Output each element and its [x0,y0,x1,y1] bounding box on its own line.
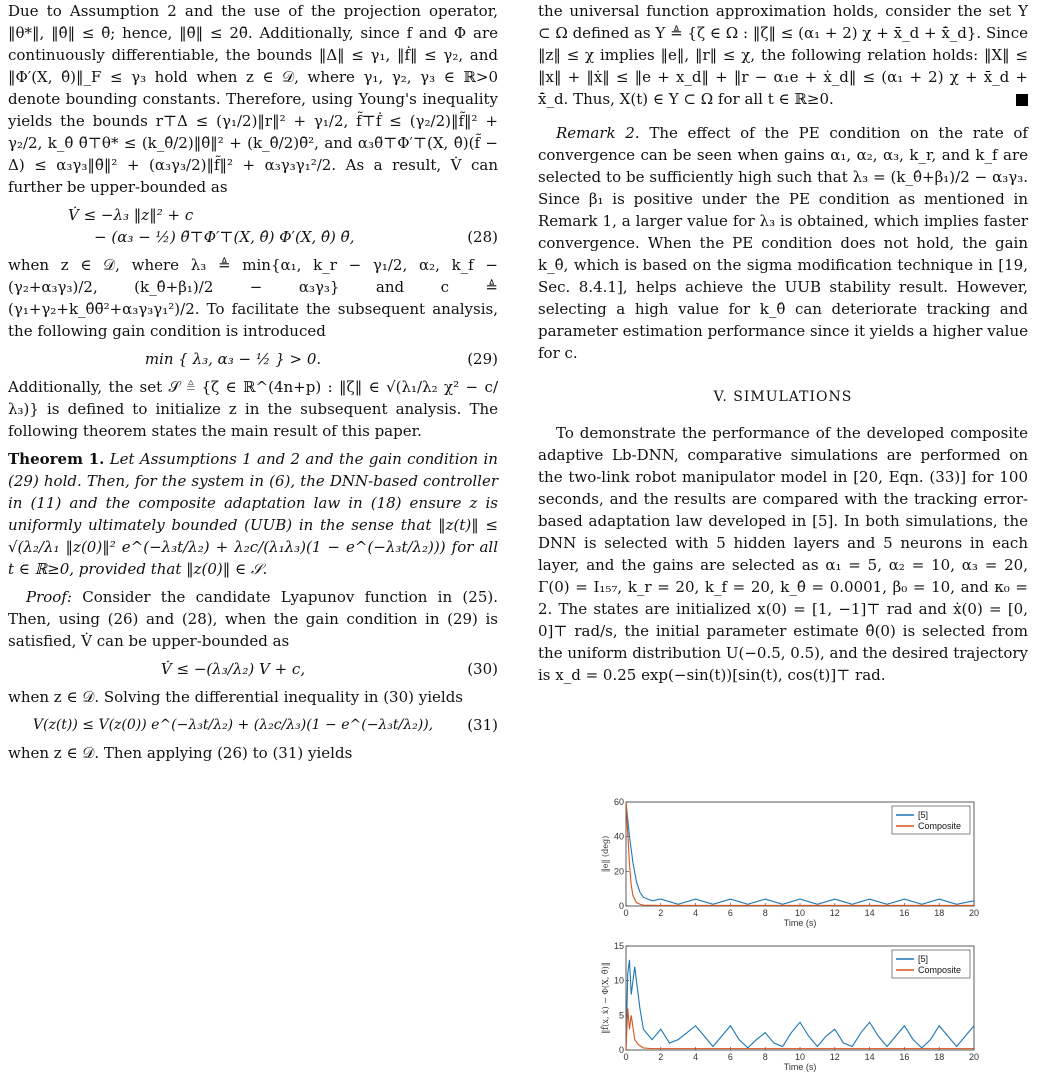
y-tick-label: 60 [613,797,624,807]
legend-label: [5] [918,810,929,820]
equation-31 [8,714,498,736]
equation-28 [8,204,498,248]
paragraph-text: the universal function approximation holds, consider the set Υ ⊂ Ω defined as Υ ≜ {ζ ∈ Ω : ‖ζ‖ ≤ (α₁ + 2) χ + x̄_d + x̄̇_d}. Since ‖z‖ ≤ χ implies ‖e‖, ‖r‖ ≤ χ, the following relation holds: ‖X‖ ≤ ‖x‖ + ‖ẋ‖ ≤ ‖e + x_d‖ + ‖r − α₁e + ẋ_d‖ ≤ (α₁ + 2) χ + x̄_d + x̄̇_d. Thus, X(t) ∈ Υ ⊂ Ω for all t ∈ ℝ≥0. [538,2,1028,108]
remark-text: The effect of the PE condition on the rate of convergence can be seen when gains α₁, α₂, α₃, k_r, and k_f are selected to be sufficiently high such that λ₃ = (k_θ̂+β₁)/2 − α₃γ₃. Since β₁ is positive under the PE condition as mentioned in Remark 1, a larger value for λ₃ is obtained, which implies faster convergence. When the PE condition does not hold, the gain k_θ̂, which is based on the sigma modification technique in [19, Sec. 8.4.1], helps achieve the UUB stability result. However, selecting a high value for k_θ̂ can deteriorate tracking and parameter estimation performance since it yields a higher value for c. [538,124,1028,362]
x-tick-label: 2 [658,908,664,918]
x-tick-label: 6 [727,908,733,918]
remark-label: Remark 2. [556,124,640,142]
equation-number: (30) [467,660,498,678]
y-tick-label: 20 [613,866,624,877]
paragraph: Due to Assumption 2 and the use of the projection operator, ‖θ*‖, ‖θ̂‖ ≤ θ̄; hence, ‖θ̃‖ ≤ 2θ̄. Additionally, since f and Φ are continuously differentiable, the bounds ‖Δ‖ ≤ γ₁, ‖ḟ‖ ≤ γ₂, and ‖Φ′(X, θ̂)‖_F ≤ γ₃ hold when z ∈ 𝒟, where γ₁, γ₂, γ₃ ∈ ℝ>0 denote bounding constants. Therefore, using Young's inequality yields the bounds r⊤Δ ≤ (γ₁/2)‖r‖² + γ₁/2, f̃⊤ḟ ≤ (γ₂/2)‖f̃‖² + γ₂/2, k_θ̂ θ̃⊤θ* ≤ (k_θ̂/2)‖θ̃‖² + (k_θ̂/2)θ̄², and α₃θ̃⊤Φ′⊤(X, θ̂)(f̃ − Δ) ≤ α₃γ₃‖θ̃‖² + (α₃γ₃/2)‖f̃‖² + α₃γ₃γ₁²/2. As a result, V̇ can further be upper-bounded as [8,2,498,196]
x-tick-label: 8 [762,908,768,918]
x-tick-label: 4 [693,1052,699,1062]
paragraph: To demonstrate the performance of the developed composite adaptive Lb-DNN, comparative simulations are performed on the two-link robot manipulator model in [20, Eqn. (33)] for 100 seconds, and the results are compared with the tracking error-based adaptation law developed in [5]. In both simulations, the DNN is selected with 5 hidden layers and 5 neurons in each layer, and the gains are selected as α₁ = 5, α₂ = 10, α₃ = 20, Γ(0) = I₁₅₇, k_r = 20, k_f = 20, k_θ̂ = 0.0001, β₀ = 10, and κ₀ = 2. The states are initialized x(0) = [1, −1]⊤ rad and ẋ(0) = [0, 0]⊤ rad/s, the initial parameter estimate θ̂(0) is selected from the uniform distribution U(−0.5, 0.5), and the desired trajectory is x_d = 0.25 exp(−sin(t))[sin(t), cos(t)]⊤ rad. [538,424,1029,684]
y-tick-label: 0 [618,901,624,911]
left-column [8,0,498,770]
paragraph: when z ∈ 𝒟, where λ₃ ≜ min{α₁, k_r − γ₁/2, α₂, k_f − (γ₂+α₃γ₃)/2, (k_θ̂+β₁)/2 − α₃γ₃} and c ≜ (γ₁+γ₂+k_θ̂θ̄²+α₃γ₃γ₁²)/2. To facilitate the subsequent analysis, the following gain condition is introduced [8,256,498,340]
equation-29 [8,348,498,370]
x-tick-label: 12 [829,1052,840,1062]
x-tick-label: 4 [693,908,699,918]
equation-number: (28) [467,228,498,246]
x-tick-label: 14 [864,908,875,918]
y-tick-label: 10 [613,975,624,986]
x-tick-label: 12 [829,908,840,918]
equation-number: (31) [467,716,498,734]
proof [8,586,498,652]
legend-label: Composite [918,821,962,831]
equation-number: (29) [467,350,498,368]
x-tick-label: 10 [794,908,806,918]
equation-body: min { λ₃, α₃ − ½ } > 0. [144,350,322,368]
qed-square-icon [1016,94,1028,106]
x-tick-label: 20 [968,1052,980,1062]
x-axis-label: Time (s) [783,1062,817,1072]
x-tick-label: 0 [623,908,629,918]
x-tick-label: 6 [727,1052,733,1062]
paragraph [538,0,1028,110]
y-tick-label: 15 [613,941,624,951]
x-tick-label: 0 [623,1052,629,1062]
y-axis-label: ‖f̂(x, ẋ) − Φ(X, θ̂)‖ [601,962,610,1034]
y-axis-label: ‖e‖ (deg) [601,835,610,873]
simulation-figure [600,796,984,1072]
x-tick-label: 20 [968,908,980,918]
x-axis-label: Time (s) [783,918,817,928]
section-heading: V. SIMULATIONS [713,389,853,405]
figure-svg [600,796,984,1072]
paragraph: when z ∈ 𝒟. Then applying (26) to (31) yields [8,744,353,762]
chart-panel-1 [601,797,979,928]
equation-line: V̇ ≤ −λ₃ ‖z‖² + c [68,206,194,224]
theorem-label: Theorem 1. [8,450,105,468]
x-tick-label: 14 [864,1052,875,1062]
equation-body: V(z(t)) ≤ V(z(0)) e^(−λ₃t/λ₂) + (λ₂c/λ₃)(1 − e^(−λ₃t/λ₂)), [32,717,434,733]
y-tick-label: 0 [618,1045,624,1055]
theorem-1 [8,448,498,580]
theorem-text: Let Assumptions 1 and 2 and the gain condition in (29) hold. Then, for the system in (6), the DNN-based controller in (11) and the composite adaptation law in (18) ensure z is uniformly ultimately bounded (UUB) in the sense that ‖z(t)‖ ≤ √(λ₂/λ₁ ‖z(0)‖² e^(−λ₃t/λ₂) + λ₂c/(λ₁λ₃)(1 − e^(−λ₃t/λ₂))) for all t ∈ ℝ≥0, provided that ‖z(0)‖ ∈ 𝒮. [8,450,498,578]
paragraph: when z ∈ 𝒟. Solving the differential inequality in (30) yields [8,688,464,706]
x-tick-label: 16 [899,1052,910,1062]
chart-panel-2 [601,941,979,1072]
x-tick-label: 18 [934,908,945,918]
legend-label: Composite [918,965,962,975]
y-tick-label: 5 [618,1010,624,1021]
x-tick-label: 8 [762,1052,768,1062]
x-tick-label: 18 [934,1052,945,1062]
paragraph: Additionally, the set 𝒮 ≜ {ζ ∈ ℝ^(4n+p) : ‖ζ‖ ∈ √(λ₁/λ₂ χ² − c/λ₃)} is defined to initialize z in the subsequent analysis. The following theorem states the main result of this paper. [8,378,498,440]
equation-line: − (α₃ − ½) θ̃⊤Φ′⊤(X, θ̂) Φ′(X, θ̂) θ̃, [94,228,355,246]
proof-text: Consider the candidate Lyapunov function in (25). Then, using (26) and (28), when the gain condition in (29) is satisfied, V̇ can be upper-bounded as [8,588,498,650]
equation-30 [8,658,498,680]
x-tick-label: 16 [899,908,910,918]
right-column [538,0,1028,692]
proof-label: Proof: [26,588,72,606]
x-tick-label: 2 [658,1052,664,1062]
remark-2 [538,122,1028,364]
y-tick-label: 40 [613,831,624,842]
x-tick-label: 10 [794,1052,806,1062]
equation-body: V̇ ≤ −(λ₃/λ₂) V + c, [160,660,306,678]
legend-label: [5] [918,954,929,964]
